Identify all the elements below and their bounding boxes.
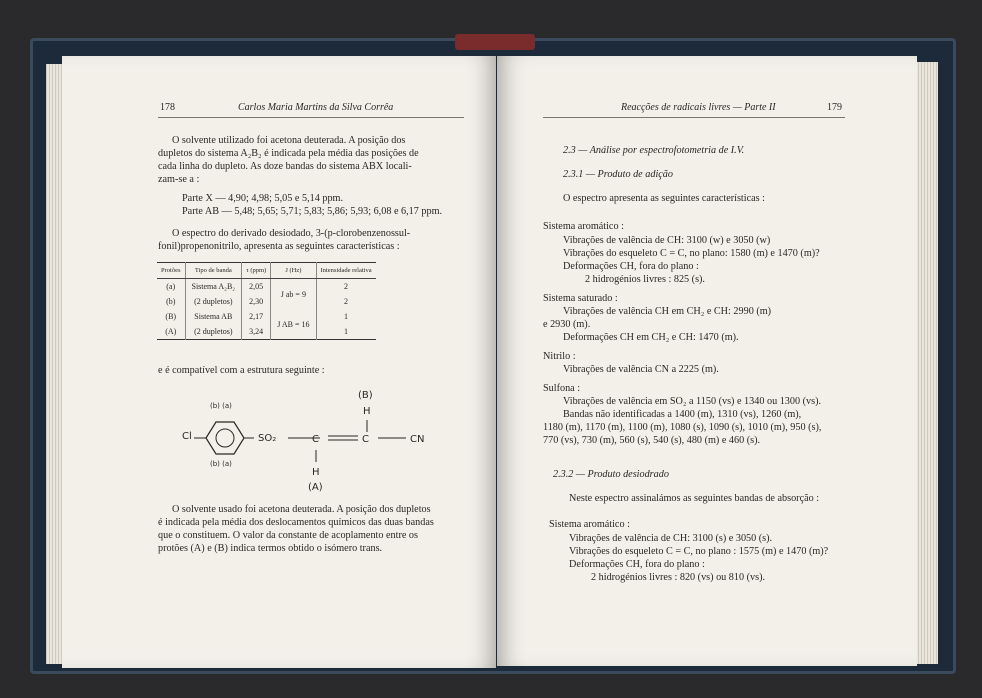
table-row bbox=[157, 309, 376, 324]
band-line: Deformações CH, fora do plano : bbox=[569, 559, 705, 570]
hydrogen-top: H bbox=[363, 406, 371, 417]
table-cell: J ab = 9 bbox=[271, 279, 316, 310]
double-bond-icon bbox=[324, 428, 362, 448]
table-cell: (B) bbox=[165, 312, 177, 321]
carbon-a-label: C bbox=[312, 434, 319, 445]
table-cell: J AB = 16 bbox=[271, 309, 316, 340]
chlorine-label: Cl bbox=[182, 431, 192, 442]
carbon-b-label: C bbox=[362, 434, 369, 445]
section-heading: 2.3 — Análise por espectrofotometria de I.V. bbox=[563, 145, 745, 156]
page-edges-right bbox=[916, 62, 938, 664]
table-row bbox=[157, 294, 376, 309]
structure-intro: e é compatível com a estrutura seguinte : bbox=[158, 365, 325, 376]
ring-label-top: (b) (a) bbox=[210, 402, 232, 410]
subsection-heading: 2.3.1 — Produto de adição bbox=[563, 169, 673, 180]
proton-a-label: (A) bbox=[308, 482, 323, 493]
table-cell: (2 dupletos) bbox=[185, 324, 242, 340]
band-line: Vibrações do esqueleto C = C, no plano: 1580 (m) e 1470 (m)? bbox=[563, 248, 820, 259]
table-header: J (Hz) bbox=[271, 263, 316, 279]
running-head-right: Reacções de radicais livres — Parte II bbox=[621, 102, 776, 113]
table-cell: 2,17 bbox=[242, 309, 271, 324]
paragraph-line: O solvente usado foi acetona deuterada. A posição dos dupletos bbox=[172, 504, 431, 515]
bond-line-icon bbox=[311, 448, 321, 464]
band-line: Bandas não identificadas a 1400 (m), 1310 (vs), 1260 (m), bbox=[563, 409, 802, 420]
paragraph-line: é indicada pela média dos deslocamentos químicos das duas bandas bbox=[158, 517, 434, 528]
paragraph-line: O espectro apresenta as seguintes características : bbox=[563, 193, 765, 204]
band-line: Vibrações do esqueleto C = C, no plano : 1575 (m) e 1470 (m)? bbox=[569, 546, 829, 557]
nmr-table bbox=[157, 262, 376, 340]
group-label: Nitrilo : bbox=[543, 351, 576, 362]
band-line: 2 hidrogénios livres : 825 (s). bbox=[585, 274, 705, 285]
table-cell: 3,24 bbox=[242, 324, 271, 340]
table-cell: Sistema AB bbox=[185, 309, 242, 324]
table-cell: (b) bbox=[166, 297, 176, 306]
band-line: Deformações CH em CH₂ e CH: 1470 (m). bbox=[563, 332, 739, 343]
parte-x: Parte X — 4,90; 4,98; 5,05 e 5,14 ppm. bbox=[182, 193, 344, 204]
band-line: e 2930 (m). bbox=[543, 319, 591, 330]
band-line: Vibrações de valência de CH: 3100 (w) e 3050 (w) bbox=[563, 235, 771, 246]
parte-ab: Parte AB — 5,48; 5,65; 5,71; 5,83; 5,86; 5,93; 6,08 e 6,17 ppm. bbox=[182, 206, 443, 217]
right-page bbox=[497, 56, 917, 666]
paragraph-line: zam-se a : bbox=[158, 174, 200, 185]
paragraph-line: dupletos do sistema A₂B₂ é indicada pela média das posições de bbox=[158, 148, 419, 159]
left-page bbox=[62, 56, 496, 668]
paragraph-line: O espectro do derivado desiodado, 3-(p-clorobenzenossul- bbox=[172, 228, 411, 239]
band-line: 2 hidrogénios livres : 820 (vs) ou 810 (vs). bbox=[591, 572, 766, 583]
table-cell: (2 dupletos) bbox=[185, 294, 242, 309]
sulfonyl-label: SO₂ bbox=[258, 433, 277, 444]
proton-b-label: (B) bbox=[358, 390, 373, 401]
paragraph-line: protões (A) e (B) indica termos obtido o isómero trans. bbox=[158, 543, 383, 554]
group-label: Sistema saturado : bbox=[543, 293, 618, 304]
table-cell: 2 bbox=[316, 294, 376, 309]
subsection-heading: 2.3.2 — Produto desiodrado bbox=[553, 469, 669, 480]
book-spine bbox=[455, 34, 535, 50]
paragraph-line: cada linha do dupleto. As doze bandas do sistema ABX locali- bbox=[158, 161, 412, 172]
header-rule-right bbox=[543, 117, 845, 118]
table-cell: 2,05 bbox=[242, 279, 271, 295]
table-cell: Sistema A₂B₂ bbox=[185, 279, 242, 295]
table-header: Protões bbox=[157, 263, 185, 279]
table-row bbox=[157, 279, 376, 295]
ring-label-bottom: (b) (a) bbox=[210, 460, 232, 468]
band-line: 1180 (m), 1170 (m), 1100 (m), 1080 (s), 1090 (s), 1010 (m), 950 (s), bbox=[543, 422, 822, 433]
table-header: Tipo de banda bbox=[185, 263, 242, 279]
page-number-left: 178 bbox=[160, 102, 175, 113]
paragraph-line: Neste espectro assinalámos as seguintes bandas de absorção : bbox=[569, 493, 820, 504]
table-cell: (A) bbox=[165, 327, 177, 336]
group-label: Sistema aromático : bbox=[543, 221, 624, 232]
table-cell: (a) bbox=[166, 282, 176, 291]
header-rule-left bbox=[158, 117, 464, 118]
page-edges-left bbox=[46, 64, 62, 664]
group-label: Sistema aromático : bbox=[549, 519, 630, 530]
bond-line-icon bbox=[362, 418, 372, 434]
page-number-right: 179 bbox=[827, 102, 842, 113]
table-row bbox=[157, 324, 376, 340]
table-header: Intensidade relativa bbox=[316, 263, 376, 279]
paragraph-line: que o constituem. O valor da constante de acoplamento entre os bbox=[158, 530, 418, 541]
band-line: 770 (vs), 730 (m), 560 (s), 540 (s), 480 (m) e 460 (s). bbox=[543, 435, 761, 446]
band-line: Vibrações de valência em SO₂ a 1150 (vs) e 1340 ou 1300 (vs). bbox=[563, 396, 822, 407]
band-line: Vibrações de valência de CH: 3100 (s) e 3050 (s). bbox=[569, 533, 773, 544]
table-cell: 1 bbox=[316, 309, 376, 324]
table-header: τ (ppm) bbox=[242, 263, 271, 279]
table-cell: 2 bbox=[316, 279, 376, 295]
group-label: Sulfona : bbox=[543, 383, 581, 394]
band-line: Vibrações de valência CN a 2225 (m). bbox=[563, 364, 719, 375]
nitrile-label: CN bbox=[410, 434, 425, 445]
running-head-left: Carlos Maria Martins da Silva Corrêa bbox=[238, 102, 394, 113]
hydrogen-bottom: H bbox=[312, 467, 320, 478]
paragraph-line: fonil)propenonitrilo, apresenta as seguintes características : bbox=[158, 241, 400, 252]
paragraph-line: O solvente utilizado foi acetona deuterada. A posição dos bbox=[172, 135, 406, 146]
band-line: Deformações CH, fora do plano : bbox=[563, 261, 699, 272]
band-line: Vibrações de valência CH em CH₂ e CH: 2990 (m) bbox=[563, 306, 772, 317]
bond-line-icon bbox=[374, 428, 410, 448]
benzene-ring-icon bbox=[194, 416, 254, 460]
table-cell: 1 bbox=[316, 324, 376, 340]
table-cell: 2,30 bbox=[242, 294, 271, 309]
